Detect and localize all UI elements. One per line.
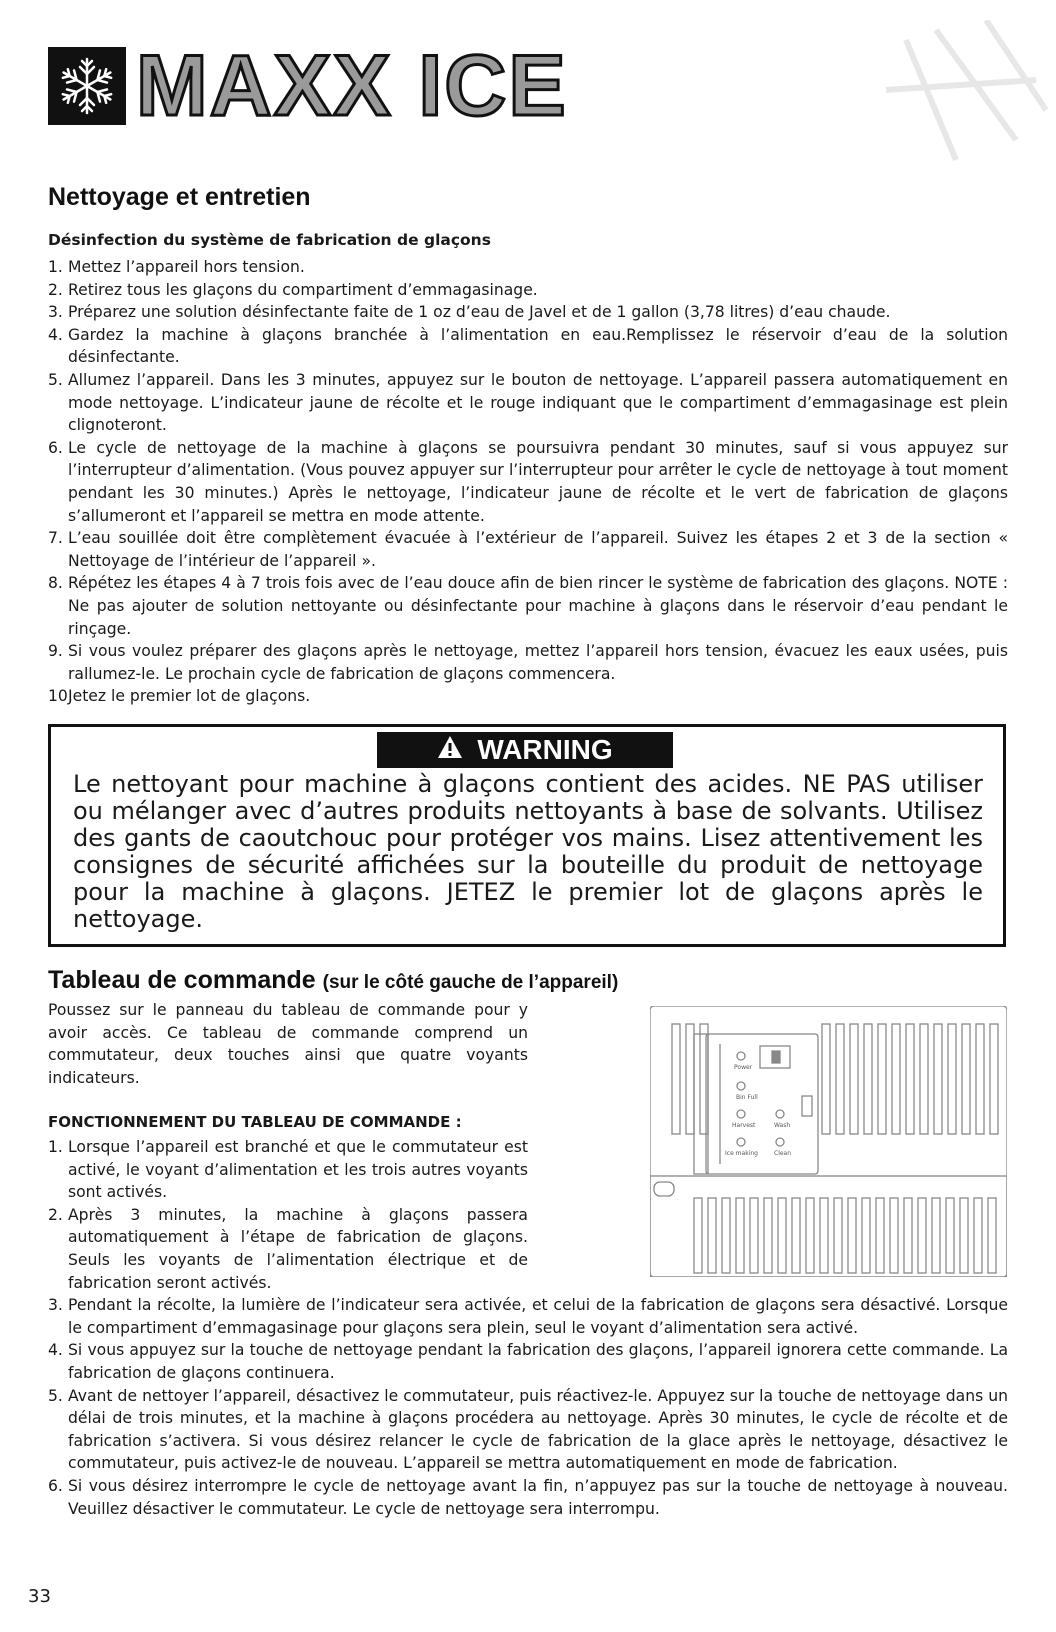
step-number: 6. [48, 1476, 63, 1495]
step-number: 1. [48, 1138, 63, 1156]
step-text: Si vous désirez interrompre le cycle de nettoyage avant la fin, n’appuyez pas sur la touche de nettoyage à nouveau. Veuillez désactiver le commutateur. Le cycle de nettoyage sera interrompu. [68, 1476, 1008, 1518]
step-number: 3. [48, 303, 63, 322]
step-text: Répétez les étapes 4 à 7 trois fois avec de l’eau douce afin de bien rincer le système de fabrication des glaçons. NOTE : Ne pas ajouter de solution nettoyante ou désinfectante pour machine à glaçons dans le réservoir d’eau pendant le rinçage. [68, 574, 1008, 638]
step-item [48, 1339, 1008, 1384]
step-number: 4. [48, 1341, 63, 1360]
snowflake-icon [48, 47, 126, 125]
step-item [48, 324, 1008, 369]
full-led-label: Bin Full [736, 1094, 758, 1101]
step-item [48, 527, 1008, 572]
warning-box [48, 724, 1006, 947]
warning-label: WARNING [477, 734, 613, 765]
step-number: 1. [48, 258, 63, 276]
step-text: Si vous voulez préparer des glaçons après le nettoyage, mettez l’appareil hors tension, évacuez les eaux usées, puis rallumez-le. Le prochain cycle de fabrication de glaçons commencera. [68, 642, 1008, 683]
step-item [48, 685, 1008, 708]
control-panel-subtitle: FONCTIONNEMENT DU TABLEAU DE COMMANDE : [48, 1113, 462, 1131]
step-item [48, 1385, 1008, 1475]
step-number: 2. [48, 1205, 63, 1224]
control-panel-intro: Poussez sur le panneau du tableau de commande pour y avoir accès. Ce tableau de commande comprend un commutateur, deux touches ainsi que quatre voyants indicateurs. [48, 1001, 528, 1087]
harvest-led-label: Harvest [732, 1122, 756, 1129]
warning-text: Le nettoyant pour machine à glaçons contient des acides. NE PAS utiliser ou mélanger avec d’autres produits nettoyants à base de solvants. Utilisez des gants de caoutchouc pour protéger vos mains. Lisez attentivement les consignes de sécurité affichées sur la bouteille du produit de nettoyage pour la machine à glaçons. JETEZ le premier lot de glaçons après le nettoyage. [73, 770, 983, 933]
step-item [48, 1475, 1008, 1520]
step-text: Le cycle de nettoyage de la machine à glaçons se poursuivra pendant 30 minutes, sauf si vous appuyez sur l’interrupteur d’alimentation. (Vous pouvez appuyer sur l’interrupteur pour arrêter le cycle de nettoyage à tout moment pendant les 30 minutes.) Après le nettoyage, l’indicateur jaune de récolte et le vert de fabrication de glaçons s’allumeront et l’appareil se mettra en mode attente. [68, 438, 1008, 525]
step-number: 8. [48, 574, 63, 593]
step-number: 2. [48, 280, 63, 299]
step-text: Retirez tous les glaçons du compartiment d’emmagasinage. [68, 280, 538, 299]
step-number: 5. [48, 370, 63, 389]
step-item [48, 437, 1008, 527]
step-item [48, 279, 1008, 302]
wash-button-label: Wash [774, 1122, 791, 1129]
control-panel-diagram [650, 1006, 1007, 1277]
disinfection-steps [48, 256, 1008, 708]
ice-making-led-label: Ice making [725, 1150, 758, 1157]
section-title-control-panel [48, 966, 618, 995]
power-led-label: Power [734, 1064, 753, 1071]
section-subtitle-disinfection: Désinfection du système de fabrication de glaçons [48, 231, 491, 249]
step-number: 10. [48, 687, 73, 706]
brand-name: MAXX ICE [136, 38, 568, 134]
step-item [48, 256, 1008, 279]
step-text: Mettez l’appareil hors tension. [68, 258, 305, 276]
decorative-snowflake-icon [866, 20, 1056, 170]
step-text: Lorsque l’appareil est branché et que le commutateur est activé, le voyant d’alimentation et les trois autres voyants sont activés. [68, 1138, 528, 1202]
step-item [48, 301, 1008, 324]
step-text: L’eau souillée doit être complètement évacuée à l’extérieur de l’appareil. Suivez les étapes 2 et 3 de la section « Nettoyage de l’intérieur de l’appareil ». [68, 529, 1008, 570]
step-item [48, 369, 1008, 437]
step-item [48, 572, 1008, 640]
step-number: 5. [48, 1386, 63, 1405]
step-text: Gardez la machine à glaçons branchée à l’alimentation en eau.Remplissez le réservoir d’eau de la solution désinfectante. [68, 325, 1008, 367]
step-number: 9. [48, 642, 63, 661]
step-item [48, 1136, 528, 1204]
step-text: Avant de nettoyer l’appareil, désactivez le commutateur, puis réactivez-le. Appuyez sur la touche de nettoyage dans un délai de trois minutes, et la machine à glaçons procédera au nettoyage. Après 30 minutes, le cycle de récolte et de fabrication s’activera. Si vous désirez relancer le cycle de fabrication de la glace après le nettoyage, désactivez le commutateur, puis activez-le de nouveau. L’appareil se mettra automatiquement en mode de fabrication. [68, 1386, 1008, 1473]
step-text: Si vous appuyez sur la touche de nettoyage pendant la fabrication des glaçons, l’appareil ignorera cette commande. La fabrication de glaçons continuera. [68, 1341, 1008, 1382]
step-number: 6. [48, 438, 63, 457]
step-text: Pendant la récolte, la lumière de l’indicateur sera activée, et celui de la fabrication de glaçons sera désactivé. Lorsque le compartiment d’emmagasinage pour glaçons sera plein, seul le voyant d’alimentation sera activé. [68, 1296, 1008, 1337]
control-panel-title: Tableau de commande [48, 966, 316, 994]
warning-triangle-icon [437, 734, 463, 766]
section-title-cleaning: Nettoyage et entretien [48, 183, 311, 211]
step-number: 7. [48, 529, 63, 548]
brand-logo [48, 38, 568, 134]
step-text: Préparez une solution désinfectante faite de 1 oz d’eau de Javel et de 1 gallon (3,78 litres) d’eau chaude. [68, 303, 891, 322]
clean-button-label: Clean [774, 1150, 792, 1157]
step-number: 4. [48, 325, 63, 344]
step-text: Après 3 minutes, la machine à glaçons passera automatiquement à l’étape de fabrication de glaçons. Seuls les voyants de l’alimentation électrique et de fabrication seront activés. [68, 1205, 528, 1292]
page-number: 33 [28, 1586, 51, 1607]
step-text: Jetez le premier lot de glaçons. [68, 687, 311, 706]
step-item [48, 1294, 1008, 1339]
step-text: Allumez l’appareil. Dans les 3 minutes, appuyez sur le bouton de nettoyage. L’appareil passera automatiquement en mode nettoyage. L’indicateur jaune de récolte et le rouge indiquant que le compartiment d’emmagasinage est plein clignoteront. [68, 370, 1008, 435]
control-panel-title-note: (sur le côté gauche de l’appareil) [322, 972, 619, 993]
step-item [48, 1204, 528, 1294]
step-item [48, 640, 1008, 685]
warning-header [377, 732, 673, 768]
step-number: 3. [48, 1296, 63, 1315]
